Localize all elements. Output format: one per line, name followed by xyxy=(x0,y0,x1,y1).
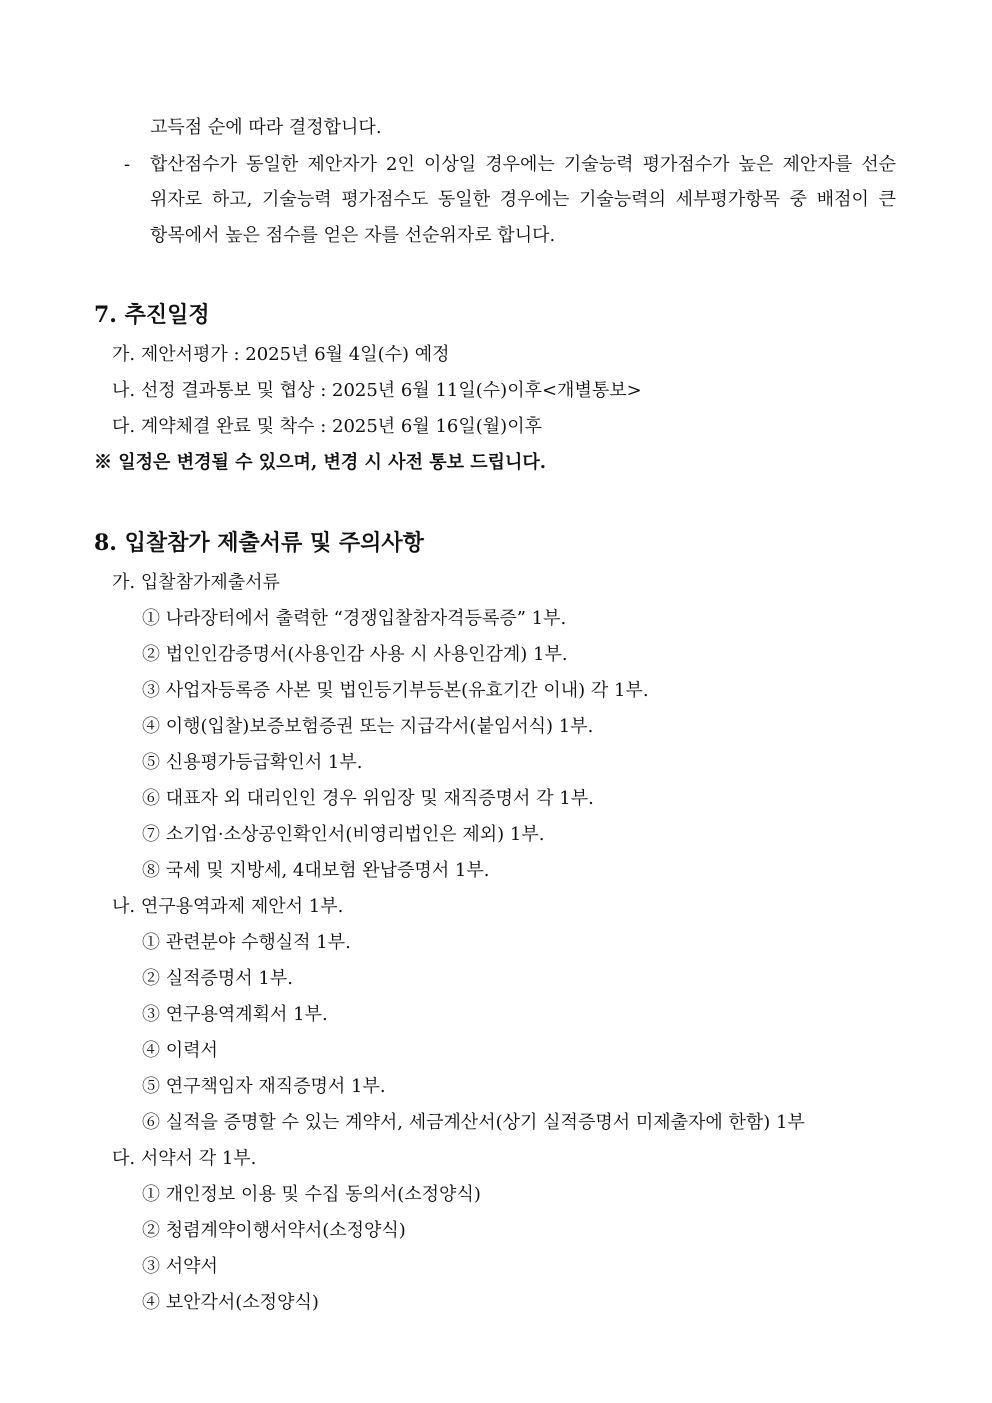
document-item: ① 관련분야 수행실적 1부. xyxy=(142,932,351,953)
section-7-title: 7. 추진일정 xyxy=(94,302,210,328)
schedule-item: 다. 계약체결 완료 및 착수 : 2025년 6월 16일(월)이후 xyxy=(112,416,542,437)
document-item: ⑥ 실적을 증명할 수 있는 계약서, 세금계산서(상기 실적증명서 미제출자에 한함) 1부 xyxy=(142,1112,805,1133)
schedule-item: 나. 선정 결과통보 및 협상 : 2025년 6월 11일(수)이후<개별통보> xyxy=(112,380,642,401)
document-item: ⑧ 국세 및 지방세, 4대보험 완납증명서 1부. xyxy=(142,860,490,881)
document-item: ① 개인정보 이용 및 수집 동의서(소정양식) xyxy=(142,1184,481,1205)
subsection-label: 다. 서약서 각 1부. xyxy=(112,1148,257,1169)
paragraph-line: 위자로 하고, 기술능력 평가점수도 동일한 경우에는 기술능력의 세부평가항목 중 배점이 큰 xyxy=(150,189,896,210)
document-item: ③ 서약서 xyxy=(142,1256,218,1277)
document-item: ⑥ 대표자 외 대리인인 경우 위임장 및 재직증명서 각 1부. xyxy=(142,788,594,809)
document-item: ③ 사업자등록증 사본 및 법인등기부등본(유효기간 이내) 각 1부. xyxy=(142,680,649,701)
document-item: ② 실적증명서 1부. xyxy=(142,968,293,989)
document-item: ② 청렴계약이행서약서(소정양식) xyxy=(142,1220,406,1241)
intro-line: 고득점 순에 따라 결정합니다. xyxy=(150,117,382,138)
paragraph-line: 항목에서 높은 점수를 얻은 자를 선순위자로 합니다. xyxy=(150,225,556,246)
document-item: ④ 이력서 xyxy=(142,1040,218,1061)
document-item: ③ 연구용역계획서 1부. xyxy=(142,1004,328,1025)
schedule-item: 가. 제안서평가 : 2025년 6월 4일(수) 예정 xyxy=(112,344,450,365)
document-item: ⑦ 소기업·소상공인확인서(비영리법인은 제외) 1부. xyxy=(142,824,545,845)
document-item: ⑤ 신용평가등급확인서 1부. xyxy=(142,752,363,773)
dash-bullet: - xyxy=(124,154,131,175)
subsection-label: 나. 연구용역과제 제안서 1부. xyxy=(112,896,344,917)
paragraph-line: 합산점수가 동일한 제안자가 2인 이상일 경우에는 기술능력 평가점수가 높은 제안자를 선순 xyxy=(150,154,896,175)
document-item: ⑤ 연구책임자 재직증명서 1부. xyxy=(142,1076,386,1097)
section-8-title: 8. 입찰참가 제출서류 및 주의사항 xyxy=(94,530,424,556)
document-item: ④ 이행(입찰)보증보험증권 또는 지급각서(붙임서식) 1부. xyxy=(142,716,594,737)
document-item: ① 나라장터에서 출력한 “경쟁입찰참자격등록증” 1부. xyxy=(142,608,567,629)
subsection-label: 가. 입찰참가제출서류 xyxy=(112,572,280,593)
document-item: ② 법인인감증명서(사용인감 사용 시 사용인감계) 1부. xyxy=(142,644,568,665)
schedule-notice: ※ 일정은 변경될 수 있으며, 변경 시 사전 통보 드립니다. xyxy=(94,452,547,473)
document-item: ④ 보안각서(소정양식) xyxy=(142,1292,319,1313)
